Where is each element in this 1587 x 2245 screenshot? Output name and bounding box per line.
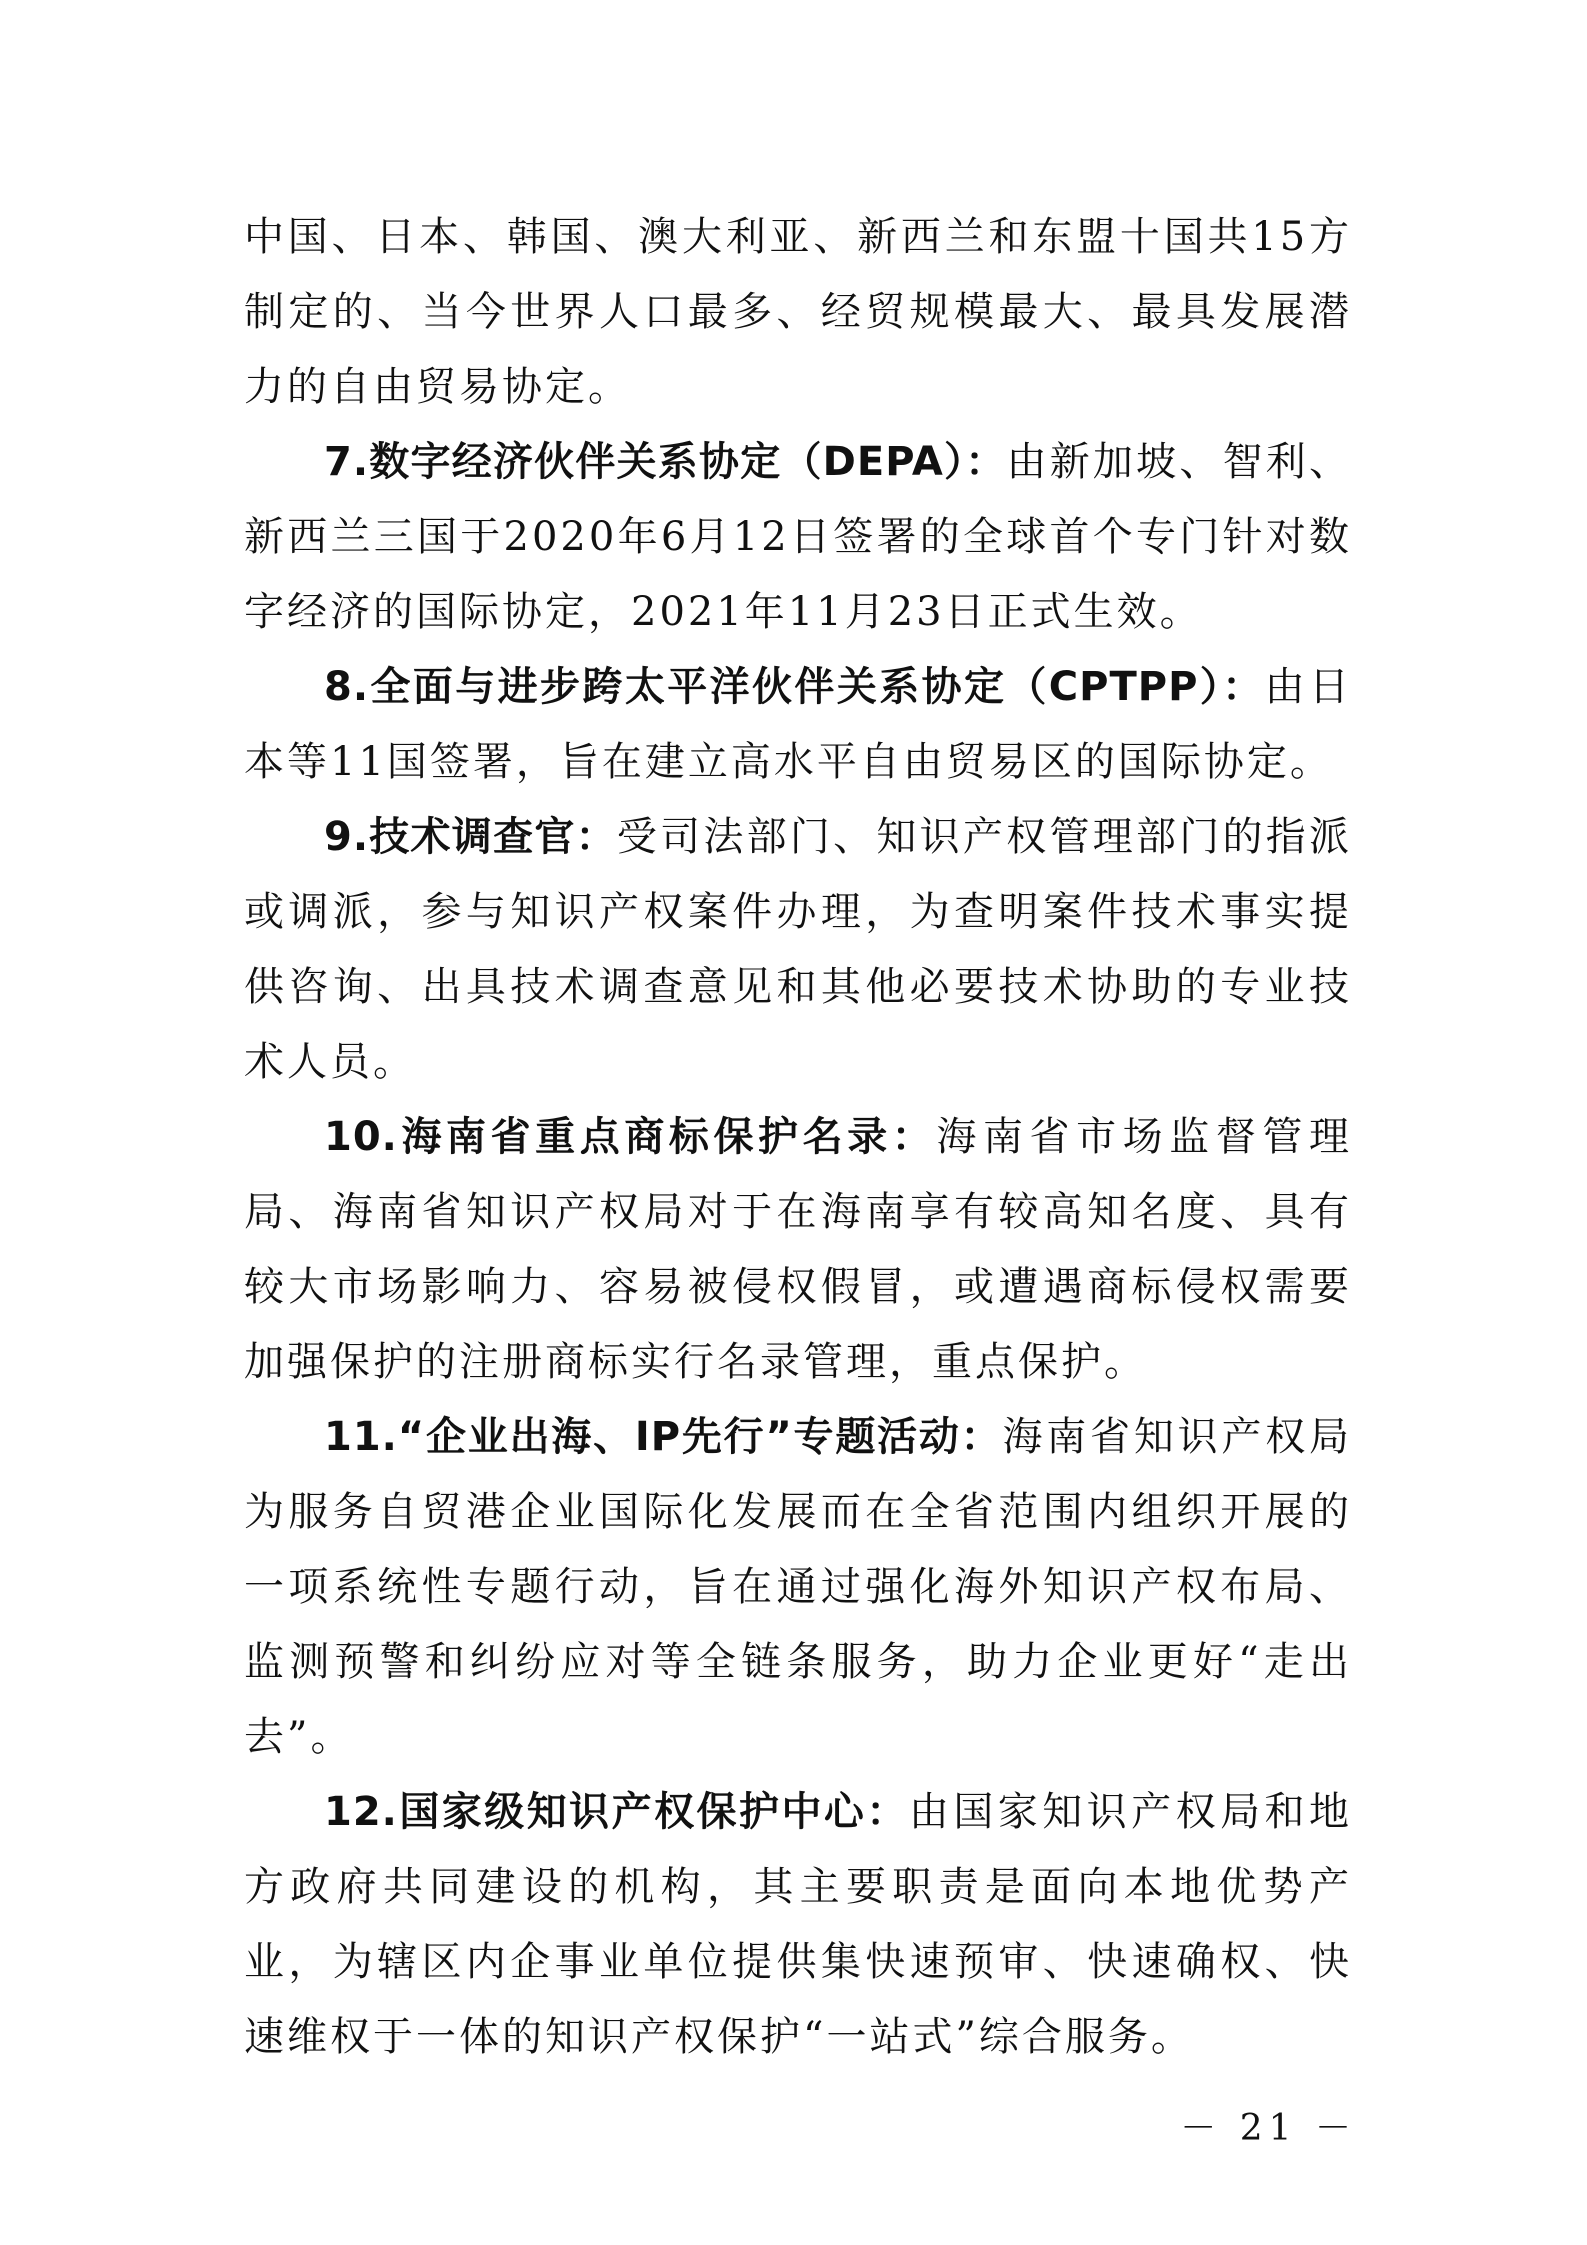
term-label: 10.海南省重点商标保护名录： — [324, 1114, 937, 1160]
term-label: 11.“企业出海、IP先行”专题活动： — [324, 1414, 1003, 1460]
term-definition: 受司法部门、知识产权管理部门的指派或调派，参与知识产权案件办理，为查明案件技术事实提供咨询、出具技术调查意见和其他必要技术协助的专业技术人员。 — [244, 814, 1352, 1085]
document-body — [244, 200, 1352, 2075]
glossary-entry-12 — [244, 1775, 1352, 2075]
glossary-entry-7 — [244, 425, 1352, 650]
page-number: － 21 － — [1180, 2108, 1357, 2149]
term-label: 12.国家级知识产权保护中心： — [324, 1789, 909, 1835]
glossary-entry-11 — [244, 1400, 1352, 1775]
glossary-entry-10 — [244, 1100, 1352, 1400]
term-label: 8.全面与进步跨太平洋伙伴关系协定（CPTPP）： — [324, 664, 1265, 710]
term-label: 7.数字经济伙伴关系协定（DEPA）： — [324, 439, 1007, 485]
continuation-paragraph — [244, 200, 1352, 425]
term-definition: 海南省市场监督管理局、海南省知识产权局对于在海南享有较高知名度、具有较大市场影响力、容易被侵权假冒，或遭遇商标侵权需要加强保护的注册商标实行名录管理，重点保护。 — [244, 1114, 1352, 1385]
term-definition: 由日本等11国签署，旨在建立高水平自由贸易区的国际协定。 — [244, 664, 1352, 785]
glossary-entry-9 — [244, 800, 1352, 1100]
glossary-entry-8 — [244, 650, 1352, 800]
term-label: 9.技术调查官： — [324, 814, 617, 860]
term-definition: 由国家知识产权局和地方政府共同建设的机构，其主要职责是面向本地优势产业，为辖区内企事业单位提供集快速预审、快速确权、快速维权于一体的知识产权保护“一站式”综合服务。 — [244, 1789, 1353, 2060]
term-definition: 海南省知识产权局为服务自贸港企业国际化发展而在全省范围内组织开展的一项系统性专题行动，旨在通过强化海外知识产权布局、监测预警和纠纷应对等全链条服务，助力企业更好“走出去”。 — [244, 1414, 1353, 1760]
term-definition: 由新加坡、智利、新西兰三国于2020年6月12日签署的全球首个专门针对数字经济的国际协定，2021年11月23日正式生效。 — [244, 439, 1353, 635]
continuation-text: 中国、日本、韩国、澳大利亚、新西兰和东盟十国共15方制定的、当今世界人口最多、经贸规模最大、最具发展潜力的自由贸易协定。 — [244, 214, 1352, 410]
